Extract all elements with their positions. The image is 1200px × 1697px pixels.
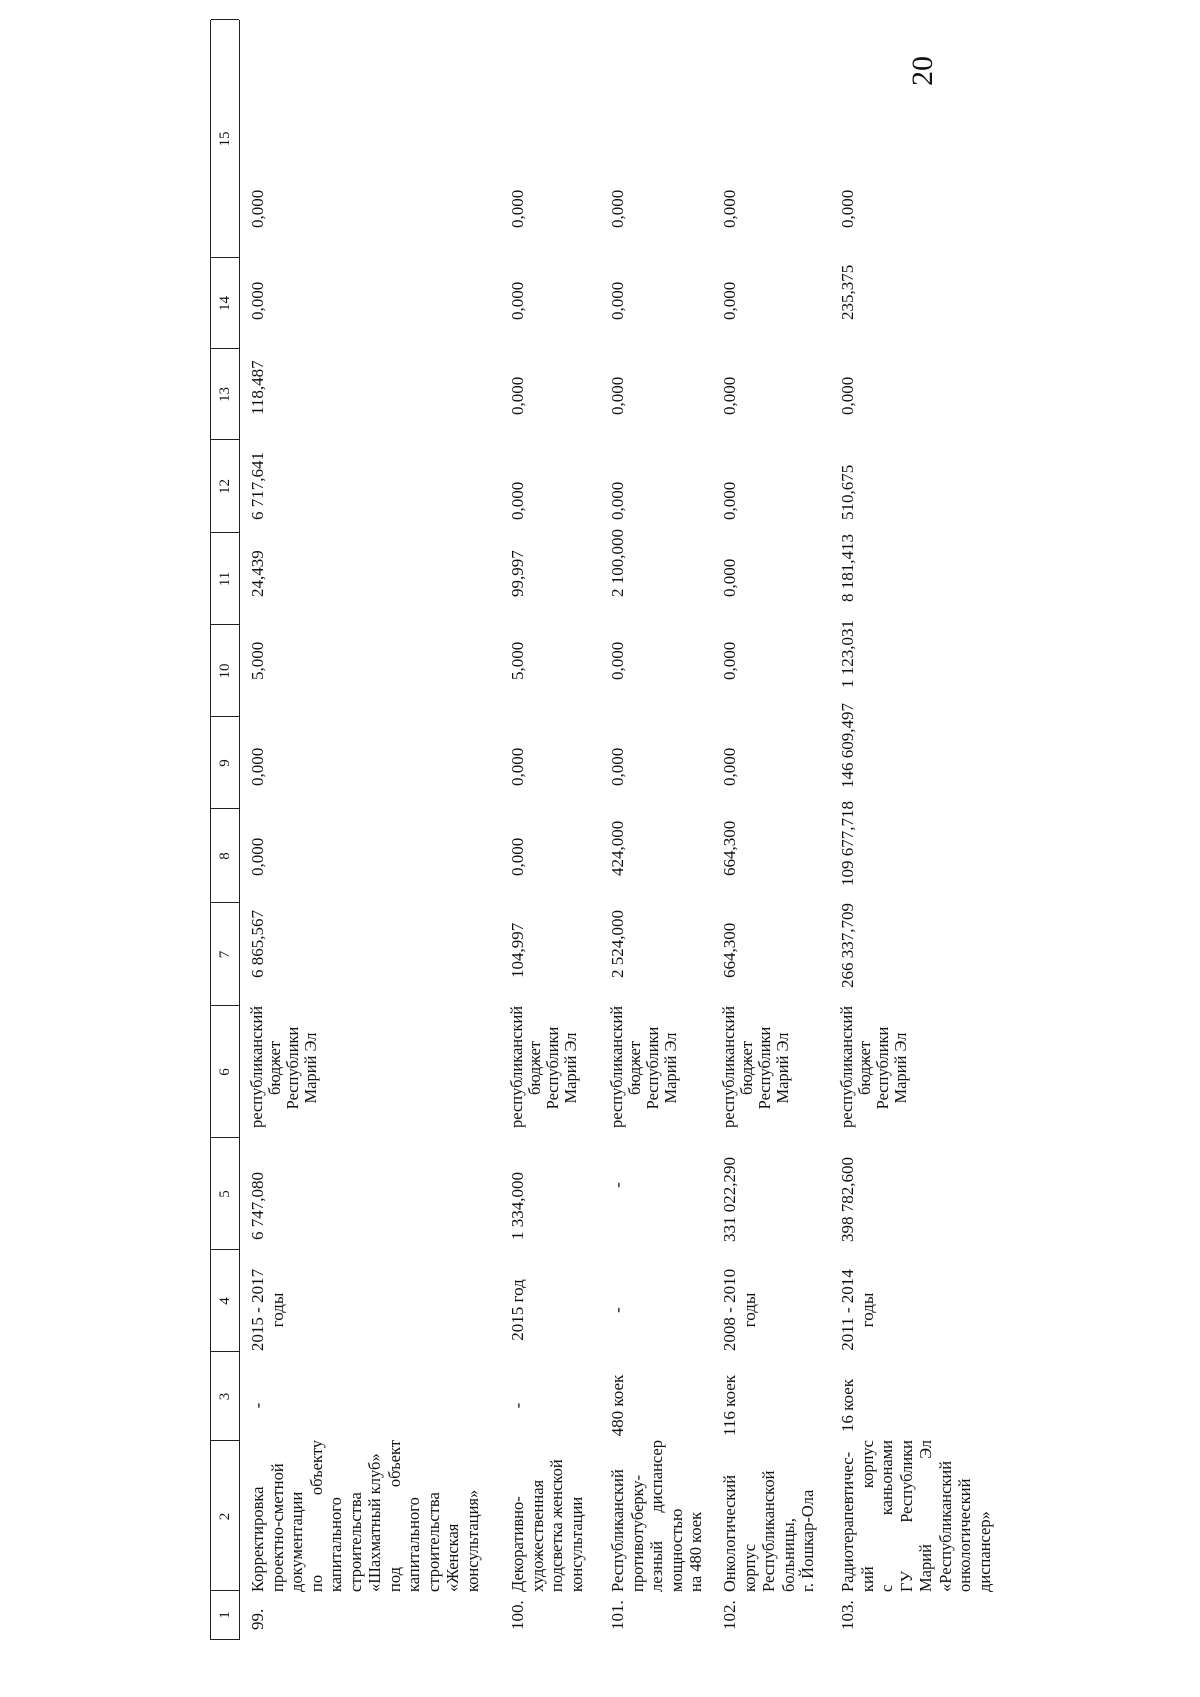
- header-cell: 6: [211, 1005, 239, 1138]
- value-col-7: 266 337,709: [838, 903, 857, 988]
- value-col-15: 0,000: [248, 189, 267, 228]
- value-col-9: 0,000: [508, 747, 527, 786]
- value-col-9: 0,000: [608, 747, 627, 786]
- years: 2015 год: [508, 1279, 527, 1341]
- value-col-11: 99,997: [508, 550, 527, 597]
- capacity: -: [248, 1402, 267, 1409]
- value-col-7: 2 524,000: [608, 910, 627, 978]
- header-cell: 12: [211, 439, 239, 533]
- value-col-13: 0,000: [720, 376, 739, 415]
- capacity: 480 коек: [608, 1374, 627, 1437]
- value-col-12: 0,000: [508, 481, 527, 520]
- years: 2015 - 2017 годы: [248, 1268, 287, 1352]
- years: 2011 - 2014 годы: [838, 1269, 877, 1351]
- value-col-9: 0,000: [720, 747, 739, 786]
- value-col-10: 0,000: [720, 641, 739, 680]
- value-col-13: 0,000: [838, 376, 857, 415]
- capacity: 116 коек: [720, 1374, 739, 1437]
- header-cell: 14: [211, 257, 239, 349]
- value-col-8: 664,300: [720, 820, 739, 876]
- years: 2008 - 2010 годы: [720, 1268, 759, 1352]
- cost: 331 022,290: [720, 1157, 739, 1242]
- value-col-12: 510,675: [838, 464, 857, 520]
- value-col-14: 0,000: [608, 281, 627, 320]
- value-col-8: 109 677,718: [838, 801, 857, 886]
- value-col-14: 235,375: [838, 264, 857, 320]
- page-number: 20: [906, 56, 939, 86]
- value-col-11: 8 181,413: [838, 534, 857, 602]
- value-col-11: 2 100,000: [608, 529, 627, 597]
- object-name: Корректировка проектно-сметной документации по объекту капитального строительства «Шахматный клуб» под объект капитального строительства «Женская консультация»: [248, 1440, 482, 1592]
- cost: -: [608, 1182, 627, 1188]
- funding-source: республиканский бюджет Республики Марий Эл: [719, 1005, 792, 1128]
- years: -: [608, 1307, 627, 1313]
- value-col-15: 0,000: [720, 189, 739, 228]
- object-name: Республиканский противотуберку- лезный диспансер мощностью на 480 коек: [608, 1440, 705, 1592]
- value-col-8: 0,000: [508, 837, 527, 876]
- funding-source: республиканский бюджет Республики Марий Эл: [837, 1005, 910, 1128]
- row-number: 103.: [838, 1600, 857, 1630]
- row-number: 99.: [248, 1608, 267, 1630]
- value-col-8: 424,000: [608, 820, 627, 876]
- value-col-10: 1 123,031: [838, 620, 857, 688]
- value-col-9: 146 609,497: [838, 703, 857, 788]
- object-name: Радиотерапевтичес- кий корпус с каньонами ГУ Республики Марий Эл «Республиканский онкологический диспансер»: [838, 1440, 994, 1592]
- value-col-10: 0,000: [608, 641, 627, 680]
- value-col-14: 0,000: [508, 281, 527, 320]
- value-col-9: 0,000: [248, 747, 267, 786]
- header-cell: 2: [211, 1440, 239, 1592]
- value-col-7: 664,300: [720, 922, 739, 978]
- value-col-7: 6 865,567: [248, 910, 267, 978]
- header-cell: 8: [211, 808, 239, 903]
- value-col-7: 104,997: [508, 922, 527, 978]
- value-col-12: 6 717,641: [248, 452, 267, 520]
- capacity: 16 коек: [838, 1378, 857, 1433]
- value-col-11: 24,439: [248, 550, 267, 597]
- object-name: Декоративно- художественная подсветка женской консультации: [508, 1459, 586, 1592]
- header-cell: 10: [211, 624, 239, 717]
- header-cell: 11: [211, 532, 239, 625]
- value-col-15: 0,000: [608, 189, 627, 228]
- header-cell: 1: [211, 1590, 239, 1640]
- value-col-10: 5,000: [248, 641, 267, 680]
- value-col-10: 5,000: [508, 641, 527, 680]
- header-cell: 15: [211, 19, 239, 258]
- cost: 1 334,000: [508, 1172, 527, 1240]
- header-cell: 5: [211, 1137, 239, 1250]
- header-cell: 9: [211, 716, 239, 809]
- row-number: 100.: [508, 1600, 527, 1630]
- value-col-12: 0,000: [720, 481, 739, 520]
- value-col-15: 0,000: [838, 189, 857, 228]
- cost: 398 782,600: [838, 1157, 857, 1242]
- header-cell: 4: [211, 1249, 239, 1352]
- cost: 6 747,080: [248, 1172, 267, 1240]
- value-col-13: 118,487: [248, 360, 267, 415]
- header-cell: 7: [211, 902, 239, 1006]
- funding-source: республиканский бюджет Республики Марий Эл: [607, 1005, 680, 1128]
- capacity: -: [508, 1402, 527, 1409]
- header-cell: 13: [211, 348, 239, 440]
- funding-source: республиканский бюджет Республики Марий Эл: [507, 1005, 580, 1128]
- value-col-11: 0,000: [720, 558, 739, 597]
- value-col-14: 0,000: [248, 281, 267, 320]
- value-col-15: 0,000: [508, 189, 527, 228]
- value-col-14: 0,000: [720, 281, 739, 320]
- row-number: 102.: [720, 1600, 739, 1630]
- header-cell: 3: [211, 1351, 239, 1441]
- value-col-12: 0,000: [608, 481, 627, 520]
- value-col-13: 0,000: [608, 376, 627, 415]
- funding-source: республиканский бюджет Республики Марий Эл: [247, 1005, 320, 1128]
- object-name: Онкологический корпус Республиканской больницы, г. Йошкар-Ола: [720, 1470, 817, 1592]
- row-number: 101.: [608, 1600, 627, 1630]
- value-col-13: 0,000: [508, 376, 527, 415]
- table-header: [210, 20, 240, 1640]
- value-col-8: 0,000: [248, 837, 267, 876]
